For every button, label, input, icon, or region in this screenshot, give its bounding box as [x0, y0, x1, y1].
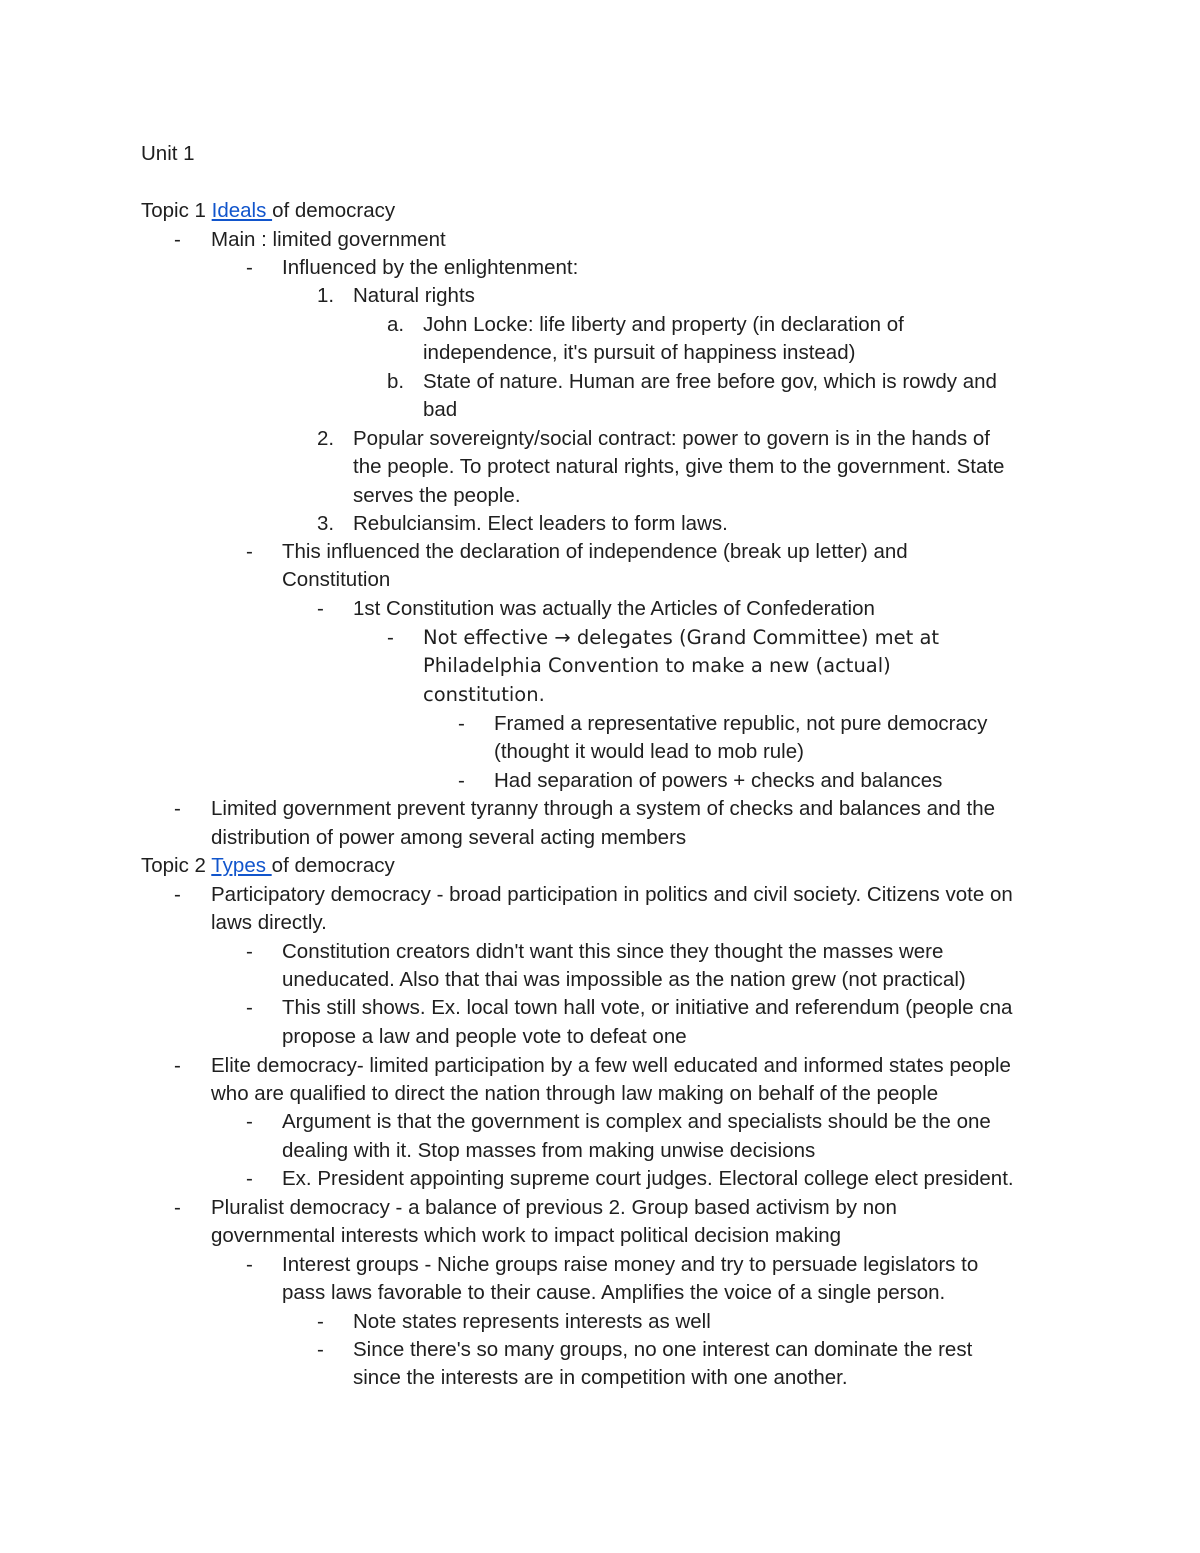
john-locke-line-1: John Locke: life liberty and property (in declaration of — [423, 313, 904, 336]
republicanism: Rebulciansim. Elect leaders to form laws. — [353, 512, 728, 535]
number-marker: 1. — [317, 284, 335, 307]
number-marker: 3. — [317, 512, 335, 535]
not-effective-line-1: Not effective → delegates (Grand Committee) met at — [423, 626, 940, 649]
framed-republic-line-1: Framed a representative republic, not pure democracy — [494, 712, 988, 735]
elite-democracy-line-2: who are qualified to direct the nation through law making on behalf of the people — [211, 1082, 939, 1105]
topic-2-suffix: of democracy — [271, 854, 395, 877]
bullet-dash: - — [458, 769, 465, 792]
bullet-dash: - — [317, 1310, 324, 1333]
bullet-dash: - — [246, 996, 253, 1019]
unit-title: Unit 1 — [141, 142, 195, 165]
separation-of-powers: Had separation of powers + checks and balances — [494, 769, 943, 792]
creators-line-2: uneducated. Also that thai was impossible as the nation grew (not practical) — [282, 968, 966, 991]
influenced-declaration-line-2: Constitution — [282, 568, 391, 591]
topic-1-suffix: of democracy — [272, 199, 396, 222]
not-effective-line-3: constitution. — [423, 683, 545, 706]
bullet-dash: - — [174, 1054, 181, 1077]
bullet-dash: - — [246, 1253, 253, 1276]
interest-groups-line-2: pass laws favorable to their cause. Amplifies the voice of a single person. — [282, 1281, 946, 1304]
bullet-dash: - — [246, 256, 253, 279]
limited-government-line-2: distribution of power among several acting members — [211, 826, 687, 849]
topic-1-heading — [141, 197, 395, 226]
main-limited-government: Main : limited government — [211, 228, 446, 251]
bullet-dash: - — [174, 883, 181, 906]
framed-republic-line-2: (thought it would lead to mob rule) — [494, 740, 804, 763]
bullet-dash: - — [246, 940, 253, 963]
argument-line-2: dealing with it. Stop masses from making unwise decisions — [282, 1139, 816, 1162]
interest-groups-line-1: Interest groups - Niche groups raise money and try to persuade legislators to — [282, 1253, 979, 1276]
pluralist-line-1: Pluralist democracy - a balance of previous 2. Group based activism by non — [211, 1196, 897, 1219]
bullet-dash: - — [458, 712, 465, 735]
popular-sovereignty-line-2: the people. To protect natural rights, give them to the government. State — [353, 455, 1005, 478]
note-states: Note states represents interests as well — [353, 1310, 711, 1333]
popular-sovereignty-line-1: Popular sovereignty/social contract: power to govern is in the hands of — [353, 427, 990, 450]
elite-democracy-line-1: Elite democracy- limited participation by a few well educated and informed states people — [211, 1054, 1011, 1077]
bullet-dash: - — [246, 540, 253, 563]
pluralist-line-2: governmental interests which work to impact political decision making — [211, 1224, 842, 1247]
topic-1-prefix: Topic 1 — [141, 199, 212, 222]
state-of-nature-line-2: bad — [423, 398, 458, 421]
bullet-dash: - — [174, 228, 181, 251]
bullet-dash: - — [174, 797, 181, 820]
influenced-declaration-line-1: This influenced the declaration of independence (break up letter) and — [282, 540, 908, 563]
still-shows-line-2: propose a law and people vote to defeat one — [282, 1025, 687, 1048]
types-link[interactable]: Types — [211, 854, 272, 877]
participatory-line-1: Participatory democracy - broad participation in politics and civil society. Citizens vote on — [211, 883, 1013, 906]
topic-2-heading — [141, 852, 395, 881]
still-shows-line-1: This still shows. Ex. local town hall vote, or initiative and referendum (people cna — [282, 996, 1013, 1019]
not-effective-line-2: Philadelphia Convention to make a new (actual) — [423, 654, 891, 677]
number-marker: 2. — [317, 427, 335, 450]
participatory-line-2: laws directly. — [211, 911, 327, 934]
limited-government-line-1: Limited government prevent tyranny through a system of checks and balances and the — [211, 797, 996, 820]
john-locke-line-2: independence, it's pursuit of happiness instead) — [423, 341, 856, 364]
argument-line-1: Argument is that the government is complex and specialists should be the one — [282, 1110, 991, 1133]
bullet-dash: - — [246, 1167, 253, 1190]
many-groups-line-2: since the interests are in competition with one another. — [353, 1366, 848, 1389]
first-constitution: 1st Constitution was actually the Articles of Confederation — [353, 597, 875, 620]
bullet-dash: - — [317, 1338, 324, 1361]
natural-rights: Natural rights — [353, 284, 475, 307]
letter-marker: a. — [387, 313, 405, 336]
state-of-nature-line-1: State of nature. Human are free before gov, which is rowdy and — [423, 370, 997, 393]
popular-sovereignty-line-3: serves the people. — [353, 484, 521, 507]
letter-marker: b. — [387, 370, 405, 393]
bullet-dash: - — [174, 1196, 181, 1219]
bullet-dash: - — [246, 1110, 253, 1133]
many-groups-line-1: Since there's so many groups, no one interest can dominate the rest — [353, 1338, 973, 1361]
bullet-dash: - — [317, 597, 324, 620]
example-president: Ex. President appointing supreme court judges. Electoral college elect president. — [282, 1167, 1014, 1190]
bullet-dash: - — [387, 626, 394, 649]
ideals-link[interactable]: Ideals — [211, 199, 273, 222]
influenced-enlightenment: Influenced by the enlightenment: — [282, 256, 579, 279]
topic-2-prefix: Topic 2 — [141, 854, 212, 877]
creators-line-1: Constitution creators didn't want this since they thought the masses were — [282, 940, 944, 963]
